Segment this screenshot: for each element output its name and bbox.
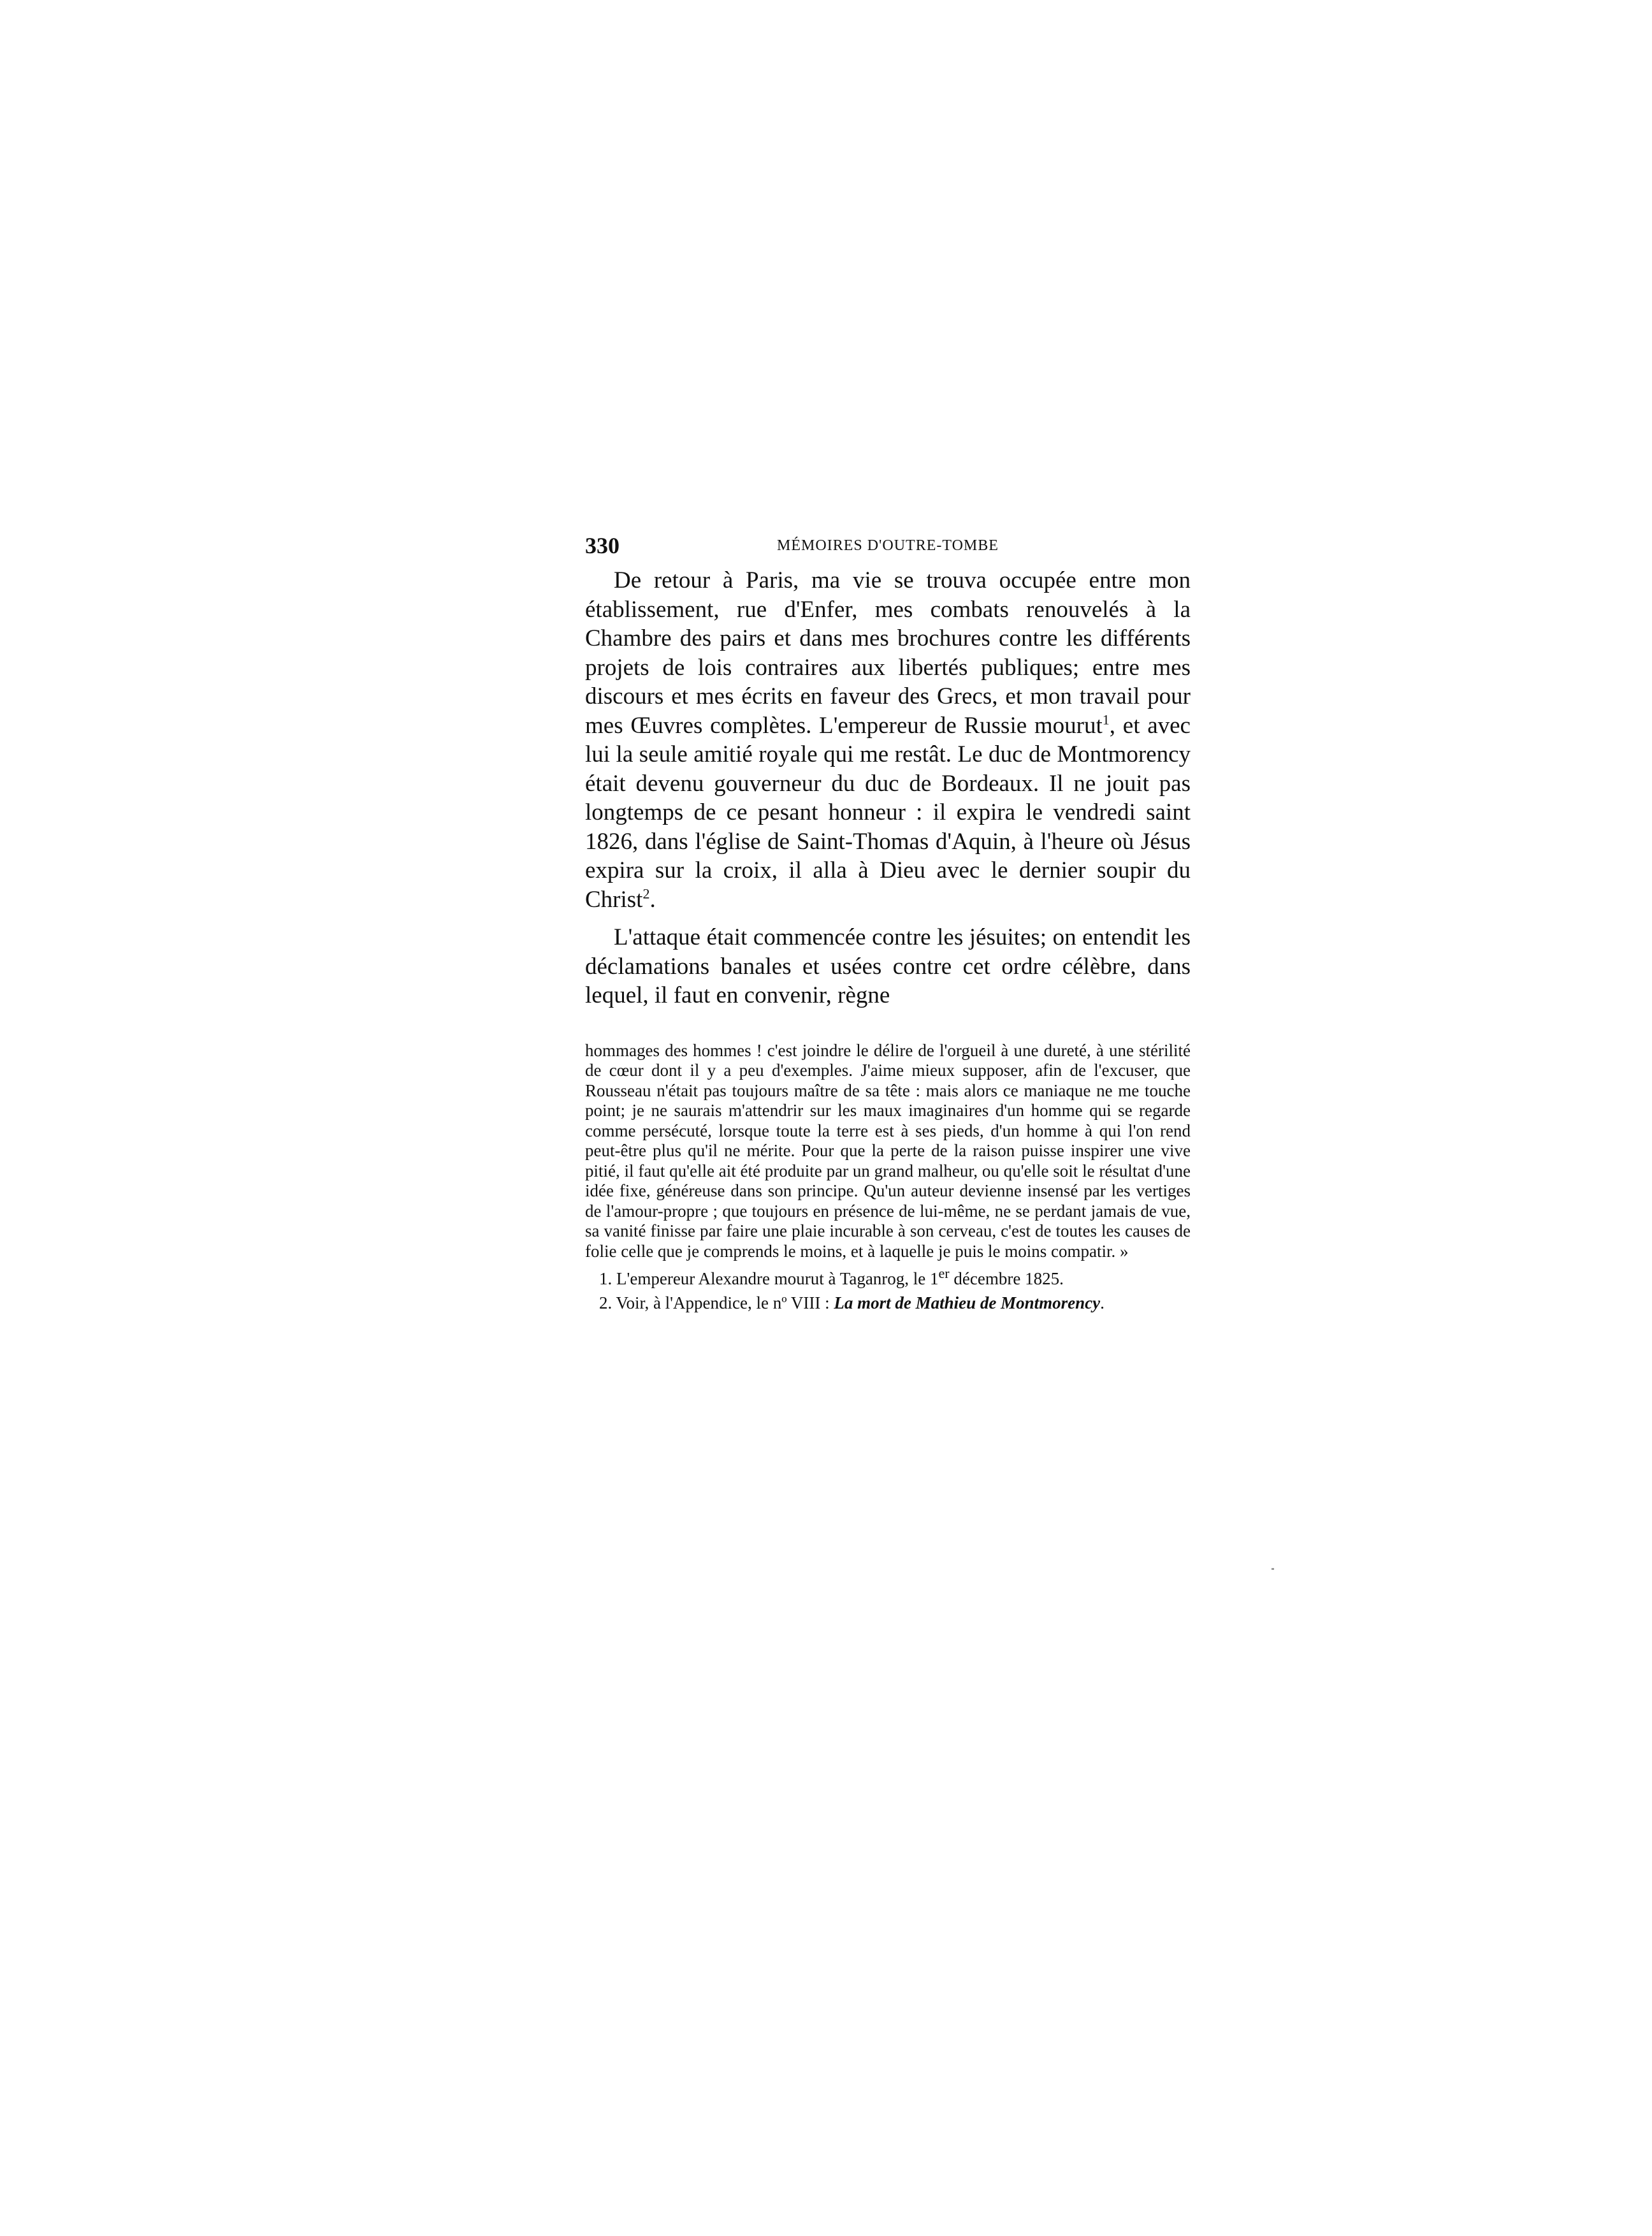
- footnote-2: [585, 1293, 1191, 1314]
- footnote-1-superscript: er: [938, 1265, 950, 1281]
- footnote-ref-1: 1: [1102, 711, 1110, 728]
- footnote-2-text-b: .: [1100, 1293, 1105, 1312]
- paragraph-1: [585, 566, 1191, 914]
- scan-speck: [1272, 1568, 1274, 1570]
- main-text: [585, 566, 1191, 1010]
- footnotes: [585, 1041, 1191, 1314]
- footnote-ref-2: 2: [642, 885, 650, 902]
- running-head: [585, 530, 1191, 561]
- running-title: MÉMOIRES D'OUTRE-TOMBE: [777, 537, 999, 554]
- footnote-2-title: La mort de Mathieu de Montmorency: [834, 1293, 1101, 1312]
- footnote-1: [585, 1265, 1191, 1289]
- footnote-1-text-b: décembre 1825.: [949, 1269, 1064, 1288]
- footnote-2-text-a: 2. Voir, à l'Appendice, le nº VIII :: [599, 1293, 834, 1312]
- page-content: [585, 530, 1191, 1313]
- paragraph-1-text-a: De retour à Paris, ma vie se trouva occupée entre mon établissement, rue d'Enfer, mes combats renouvelés à la Chambre des pairs et dans mes brochures contre les différents projets de lois contraires aux libertés publiques; entre mes discours et mes écrits en faveur des Grecs, et mon travail pour mes Œuvres complètes. L'empereur de Russie mourut: [585, 567, 1191, 739]
- footnote-1-text-a: 1. L'empereur Alexandre mourut à Taganrog, le 1: [599, 1269, 939, 1288]
- paragraph-1-text-b: , et avec lui la seule amitié royale qui me restât. Le duc de Montmorency était devenu gouverneur du duc de Bordeaux. Il ne jouit pas longtemps de ce pesant honneur : il expira le vendredi saint 1826, dans l'église de Saint-Thomas d'Aquin, à l'heure où Jésus expira sur la croix, il alla à Dieu avec le dernier soupir du Christ: [585, 712, 1191, 913]
- paragraph-2: L'attaque était commencée contre les jésuites; on entendit les déclamations banales et usées contre cet ordre célèbre, dans lequel, il faut en convenir, règne: [585, 924, 1191, 1008]
- page-number: 330: [585, 533, 620, 558]
- footnote-continued: hommages des hommes ! c'est joindre le délire de l'orgueil à une dureté, à une stérilité de cœur dont il y a peu d'exemples. J'aime mieux supposer, afin de l'excuser, que Rousseau n'était pas toujours maître de sa tête : mais alors ce maniaque ne me touche point; je ne saurais m'attendrir sur les maux imaginaires d'un homme qui se regarde comme persécuté, lorsque toute la terre est à ses pieds, d'un homme à qui l'on rend peut-être plus qu'il ne mérite. Pour que la perte de la raison puisse inspirer une vive pitié, il faut qu'elle ait été produite par un grand malheur, ou qu'elle soit le résultat d'une idée fixe, généreuse dans son principe. Qu'un auteur devienne insensé par les vertiges de l'amour-propre ; que toujours en présence de lui-même, ne se perdant jamais de vue, sa vanité finisse par faire une plaie incurable à son cerveau, c'est de toutes les causes de folie celle que je comprends le moins, et à laquelle je puis le moins compatir. »: [585, 1040, 1191, 1261]
- paragraph-1-text-c: .: [649, 886, 656, 913]
